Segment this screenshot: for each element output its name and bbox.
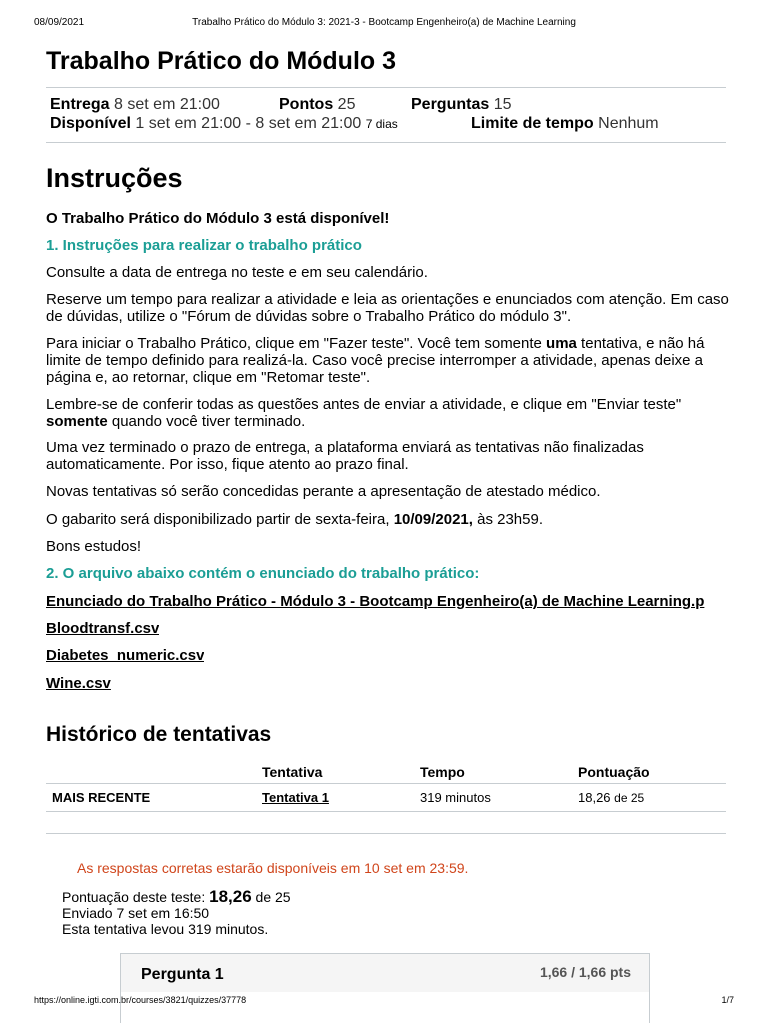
points (279, 96, 355, 114)
col-score: Pontuação (578, 764, 650, 780)
question-header (121, 954, 649, 992)
divider (46, 833, 726, 834)
p3-part-c: tentativa, e não há limite de tempo definido para realizá-la. Caso você precise interromper a atividade, apenas deixe a página e, ao retornar, clique em "Retomar teste". (46, 335, 705, 386)
availability-label: Disponível (50, 115, 131, 132)
print-date: 08/09/2021 (34, 17, 85, 28)
row-score-value: 18,26 (578, 790, 611, 805)
file-link-bloodtransf[interactable]: Bloodtransf.csv (46, 620, 160, 637)
intro-text: O Trabalho Prático do Módulo 3 está disponível! (46, 210, 390, 227)
answers-notice: As respostas corretas estarão disponíveis em 10 set em 23:59. (77, 860, 469, 876)
submitted-time: Enviado 7 set em 16:50 (62, 905, 210, 921)
row-label: MAIS RECENTE (52, 790, 151, 805)
availability-days: 7 dias (365, 117, 398, 131)
file-link-wine[interactable]: Wine.csv (46, 675, 111, 692)
file-link-enunciado[interactable]: Enunciado do Trabalho Prático - Módulo 3 - Bootcamp Engenheiro(a) de Machine Learning.p (46, 593, 705, 610)
row-score-of: de 25 (614, 791, 645, 805)
paragraph-3 (46, 335, 736, 386)
print-url: https://online.igti.com.br/courses/3821/quizzes/37778 (34, 995, 247, 1005)
p3-part-a: Para iniciar o Trabalho Prático, clique em "Fazer teste". Você tem somente (46, 335, 547, 352)
score-summary (62, 889, 291, 937)
quiz-meta (46, 87, 726, 143)
print-header (0, 17, 768, 31)
availability-value: 1 set em 21:00 - 8 set em 21:00 (135, 115, 362, 132)
print-footer (0, 995, 768, 1009)
due-value: 8 set em 21:00 (114, 96, 220, 113)
step2-heading: 2. O arquivo abaixo contém o enunciado do trabalho prático: (46, 565, 480, 582)
questions-label: Perguntas (411, 96, 490, 113)
row-score (578, 790, 644, 805)
question-card (120, 953, 650, 1023)
col-attempt: Tentativa (262, 764, 323, 780)
due-label: Entrega (50, 96, 110, 113)
paragraph-6: Novas tentativas só serão concedidas perante a apresentação de atestado médico. (46, 483, 601, 500)
score-label: Pontuação deste teste: (62, 889, 206, 905)
question-title: Pergunta 1 (141, 966, 224, 983)
due-date (50, 96, 220, 114)
points-label: Pontos (279, 96, 334, 113)
p3-emphasis: uma (546, 335, 577, 352)
file-link-diabetes[interactable]: Diabetes_numeric.csv (46, 647, 205, 664)
attempt-duration: Esta tentativa levou 319 minutos. (62, 921, 269, 937)
page-title: Trabalho Prático do Módulo 3 (46, 47, 397, 75)
row-time: 319 minutos (420, 790, 491, 805)
score-value: 18,26 (209, 887, 252, 906)
p7-part-c: às 23h59. (472, 511, 543, 528)
p7-date: 10/09/2021, (393, 511, 473, 528)
availability (50, 115, 398, 133)
score-line (62, 889, 291, 905)
p4-part-c: quando você tiver terminado. (107, 413, 306, 430)
score-of: de 25 (255, 889, 291, 905)
p7-part-a: O gabarito será disponibilizado partir de sexta-feira, (46, 511, 394, 528)
questions-count (411, 96, 512, 114)
step1-heading: 1. Instruções para realizar o trabalho prático (46, 237, 362, 254)
paragraph-4 (46, 396, 736, 430)
paragraph-7 (46, 511, 736, 528)
p4-emphasis: somente (46, 413, 108, 430)
time-limit-value: Nenhum (598, 115, 659, 132)
history-heading: Histórico de tentativas (46, 723, 272, 746)
instructions-heading: Instruções (46, 163, 183, 193)
paragraph-8: Bons estudos! (46, 538, 142, 555)
paragraph-1: Consulte a data de entrega no teste e em seu calendário. (46, 264, 428, 281)
p4-part-a: Lembre-se de conferir todas as questões antes de enviar a atividade, e clique em "Enviar teste" (46, 396, 682, 413)
paragraph-5: Uma vez terminado o prazo de entrega, a plataforma enviará as tentativas não finalizadas automaticamente. Por isso, fique atento ao prazo final. (46, 439, 644, 473)
col-time: Tempo (420, 764, 465, 780)
paragraph-2: Reserve um tempo para realizar a atividade e leia as orientações e enunciados com atenção. Em caso de dúvidas, utilize o "Fórum de dúvidas sobre o Trabalho Prático do módulo 3". (46, 291, 729, 325)
time-limit-label: Limite de tempo (471, 115, 594, 132)
time-limit (471, 115, 659, 133)
table-header (46, 760, 726, 784)
points-value: 25 (337, 96, 356, 113)
question-points: 1,66 / 1,66 pts (539, 964, 631, 980)
attempts-table (46, 760, 726, 812)
attempt-link[interactable]: Tentativa 1 (262, 790, 329, 805)
print-page-number: 1/7 (721, 995, 734, 1005)
print-title: Trabalho Prático do Módulo 3: 2021-3 - Bootcamp Engenheiro(a) de Machine Learning (192, 17, 576, 28)
questions-value: 15 (493, 96, 512, 113)
table-row (46, 784, 726, 812)
